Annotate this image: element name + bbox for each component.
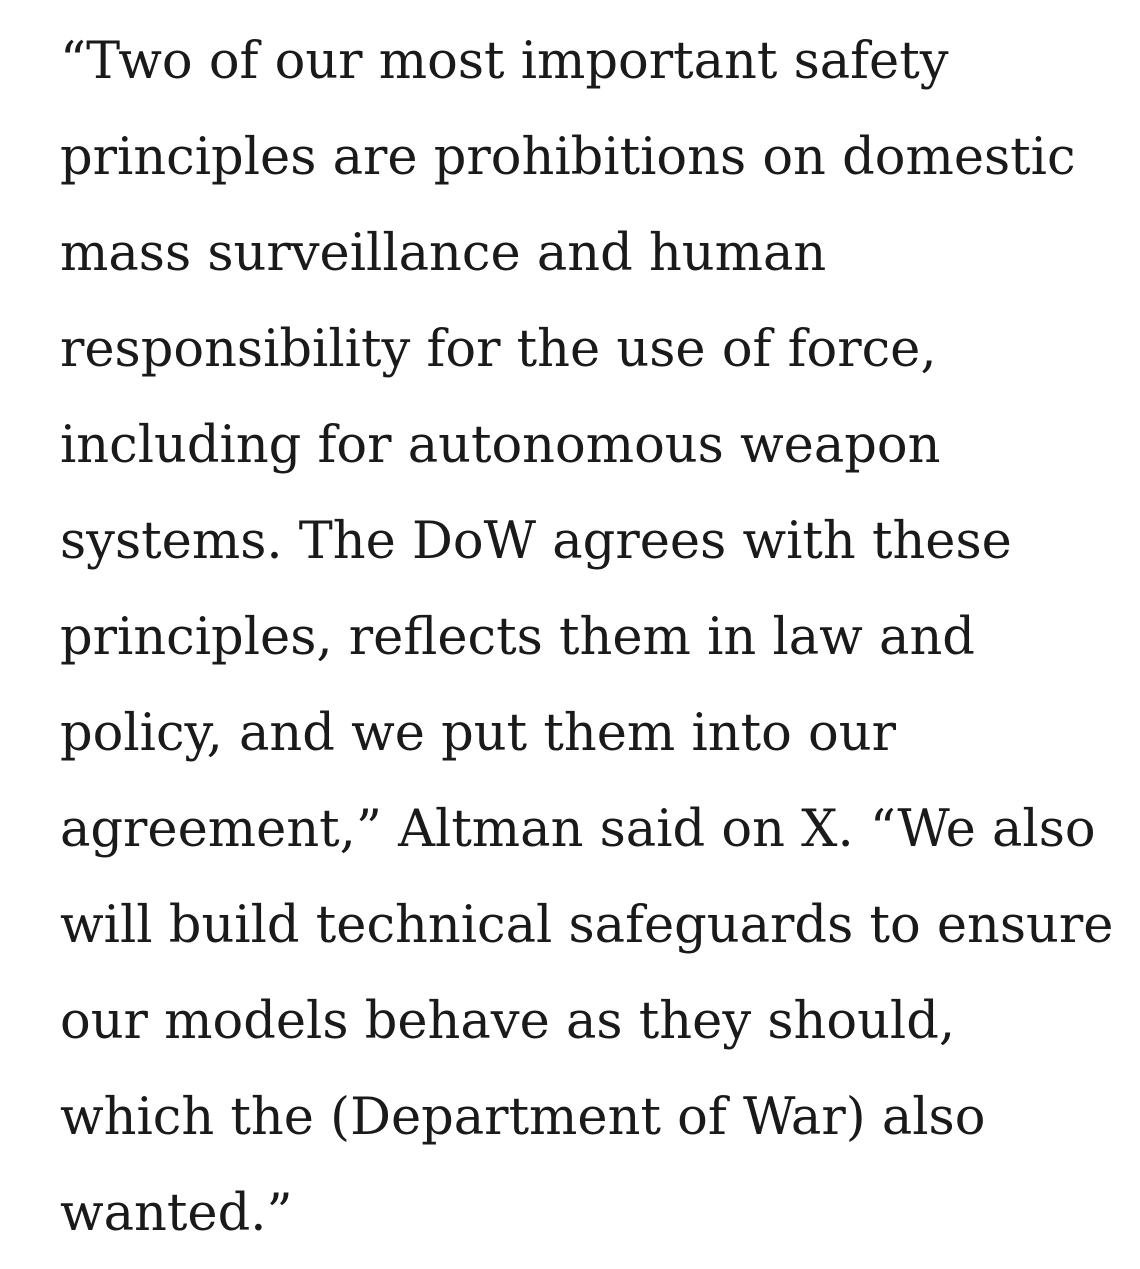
paragraph-line: will build technical safeguards to ensure — [60, 896, 1114, 955]
paragraph-line: responsibility for the use of force, — [60, 320, 937, 379]
paragraph-line: systems. The DoW agrees with these — [60, 512, 1012, 571]
paragraph-line: our models behave as they should, — [60, 992, 956, 1051]
paragraph-line: mass surveillance and human — [60, 224, 827, 283]
paragraph-line: including for autonomous weapon — [60, 416, 941, 475]
paragraph-line: wanted.” — [60, 1184, 293, 1243]
paragraph-line: principles, reflects them in law and — [60, 608, 975, 667]
paragraph-line: which the (Department of War) also — [60, 1088, 986, 1147]
paragraph-line: “Two of our most important safety — [60, 32, 949, 91]
paragraph-line: policy, and we put them into our — [60, 704, 896, 763]
article-paragraph — [60, 14, 1130, 1262]
paragraph-line: principles are prohibitions on domestic — [60, 128, 1076, 187]
paragraph-line: agreement,” Altman said on X. “We also — [60, 800, 1096, 859]
